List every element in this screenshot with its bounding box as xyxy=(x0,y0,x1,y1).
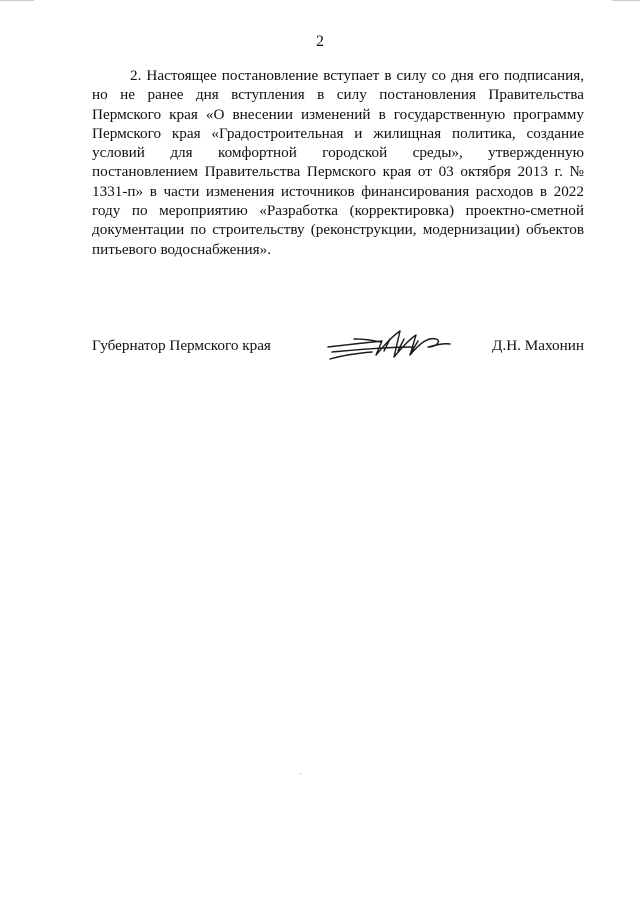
page-number: 2 xyxy=(316,33,324,50)
scan-edge-mark xyxy=(612,0,640,1)
signature-block xyxy=(92,337,584,367)
signatory-title: Губернатор Пермского края xyxy=(92,337,271,354)
scan-speck xyxy=(300,773,301,774)
scan-edge-mark xyxy=(0,0,34,1)
paragraph-text: 2. Настоящее постановление вступает в силу со дня его подписания, но не ранее дня вступления в силу постановления Правительства Пермского края «О внесении изменений в государственную программу Пермского края «Градостроительная и жилищная политика, создание условий для комфортной городской среды», утвержденную постановлением Правительства Пермского края от 03 октября 2013 г. № 1331-п» в части изменения источников финансирования расходов в 2022 году по мероприятию «Разработка (корректировка) проектно-сметной документации по строительству (реконструкции, модернизации) объектов питьевого водоснабжения». xyxy=(92,67,584,258)
handwritten-signature-icon xyxy=(324,325,454,367)
main-paragraph xyxy=(92,66,584,259)
signatory-name: Д.Н. Махонин xyxy=(492,337,584,354)
